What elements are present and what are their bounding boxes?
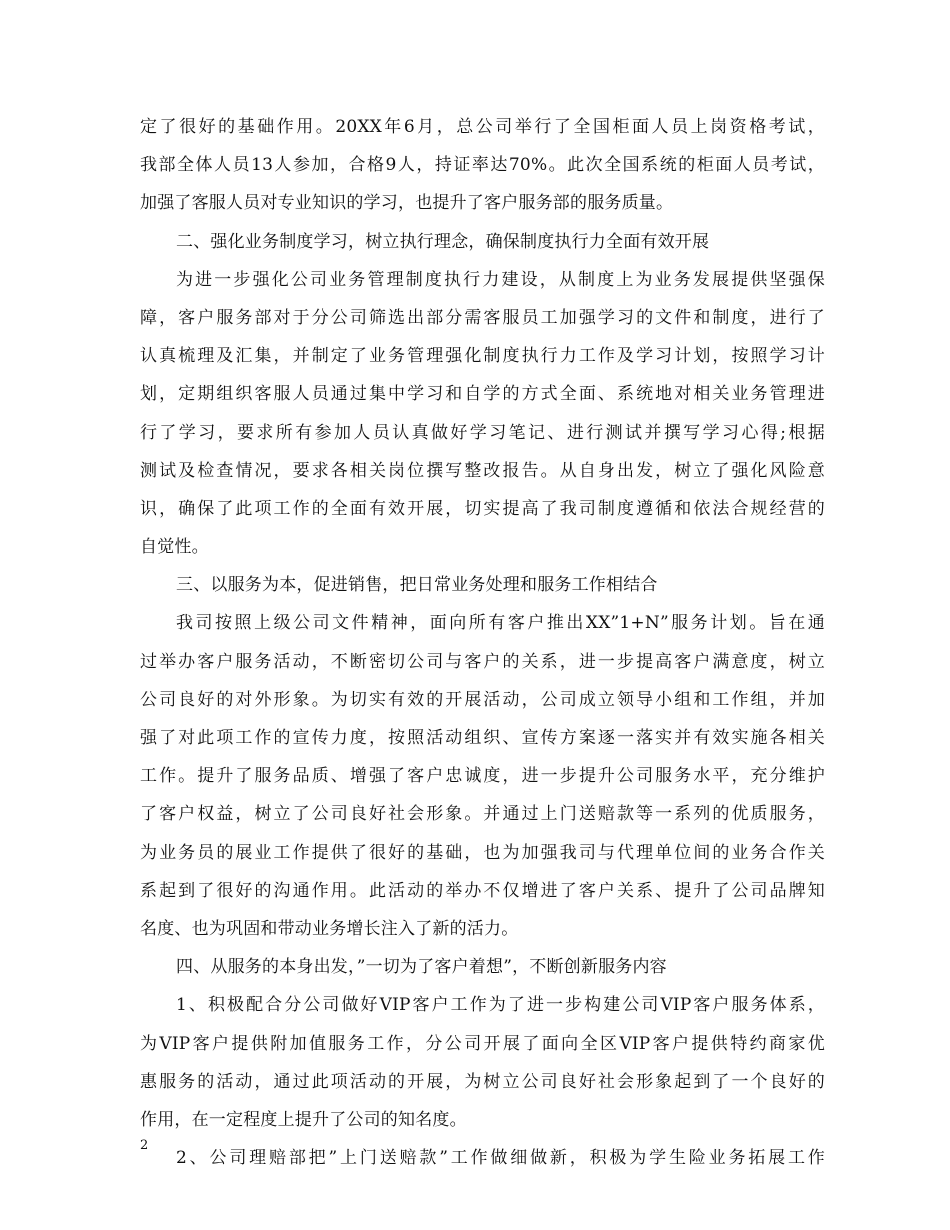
text-line: 我司按照上级公司文件精神，面向所有客户推出XX”1+N”服务计划。旨在通 [176,613,825,634]
text-line: 为业务员的展业工作提供了很好的基础，也为加强我司与代理单位间的业务合作关 [140,842,825,863]
text-line: 为VIP客户提供附加值服务工作，分公司开展了面向全区VIP客户提供特约商家优 [140,1033,825,1054]
text-line: 系起到了很好的沟通作用。此活动的举办不仅增进了客户关系、提升了公司品牌知 [140,880,825,901]
text-line: 二、强化业务制度学习，树立执行理念，确保制度执行力全面有效开展 [176,231,710,252]
text-line: 障，客户服务部对于分公司筛选出部分需客服员工加强学习的文件和制度，进行了 [140,307,825,328]
text-line: 划，定期组织客服人员通过集中学习和自学的方式全面、系统地对相关业务管理进 [140,384,825,405]
text-line: 为进一步强化公司业务管理制度执行力建设，从制度上为业务发展提供坚强保 [176,269,825,290]
text-line: 了客户权益，树立了公司良好社会形象。并通过上门送赔款等一系列的优质服务， [140,804,825,825]
document-body [140,108,825,1177]
text-line: 名度、也为巩固和带动业务增长注入了新的活力。 [140,918,519,939]
text-line: 强了对此项工作的宣传力度，按照活动组织、宣传方案逐一落实并有效实施各相关 [140,728,825,748]
text-line: 过举办客户服务活动，不断密切公司与客户的关系，进一步提高客户满意度，树立 [140,651,825,672]
text-line: 四、从服务的本身出发，”一切为了客户着想”，不断创新服务内容 [176,957,667,978]
page-number: 2 [140,1138,149,1153]
text-line: 惠服务的活动，通过此项活动的开展，为树立公司良好社会形象起到了一个良好的 [140,1071,825,1092]
text-line: 测试及检查情况，要求各相关岗位撰写整改报告。从自身出发，树立了强化风险意 [140,460,825,481]
text-line: 我部全体人员13人参加，合格9人，持证率达70%。此次全国系统的柜面人员考试， [140,155,825,176]
text-line: 自觉性。 [140,537,209,558]
text-line: 行了学习，要求所有参加人员认真做好学习笔记、进行测试并撰写学习心得;根据 [140,422,825,443]
text-line: 2、公司理赔部把”上门送赔款”工作做细做新，积极为学生险业务拓展工作 [176,1148,825,1169]
text-line: 作用，在一定程度上提升了公司的知名度。 [140,1109,467,1130]
text-line: 加强了客服人员对专业知识的学习，也提升了客户服务部的服务质量。 [140,193,674,214]
text-line: 工作。提升了服务品质、增强了客户忠诚度，进一步提升公司服务水平，充分维护 [140,766,825,787]
text-line: 认真梳理及汇集，并制定了业务管理强化制度执行力工作及学习计划，按照学习计 [140,346,825,367]
text-line: 识，确保了此项工作的全面有效开展，切实提高了我司制度遵循和依法合规经营的 [140,498,825,519]
text-line: 1、积极配合分公司做好VIP客户工作为了进一步构建公司VIP客户服务体系， [176,995,825,1016]
text-line: 公司良好的对外形象。为切实有效的开展活动，公司成立领导小组和工作组，并加 [140,689,825,710]
text-line: 三、以服务为本，促进销售，把日常业务处理和服务工作相结合 [176,575,658,596]
text-line: 定了很好的基础作用。20XX年6月，总公司举行了全国柜面人员上岗资格考试， [140,117,825,137]
